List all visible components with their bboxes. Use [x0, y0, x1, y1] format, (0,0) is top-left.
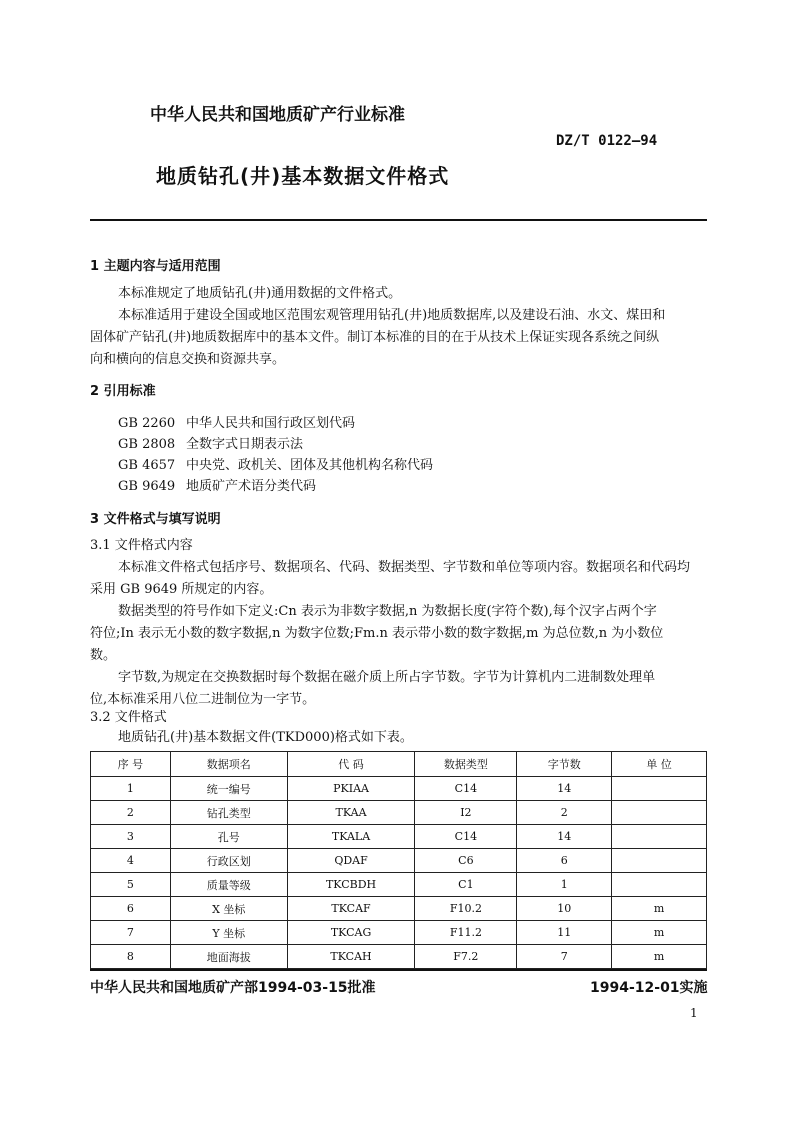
- cell-unit: [612, 801, 707, 825]
- table-header-row: [91, 752, 707, 777]
- cell-code: TKALA: [287, 825, 415, 849]
- cell-data-type: C1: [415, 873, 517, 897]
- reference-name: 全数字式日期表示法: [186, 437, 304, 452]
- cell-data-type: C6: [415, 849, 517, 873]
- cell-item-name: 地面海拔: [170, 945, 287, 969]
- s31-paragraph-3-line-1: 字节数,为规定在交换数据时每个数据在磁介质上所占字节数。字节为计算机内二进制数处理单: [118, 670, 656, 685]
- approval-line: 中华人民共和国地质矿产部1994-03-15批准: [90, 980, 376, 996]
- s31-paragraph-1-line-2: 采用 GB 9649 所规定的内容。: [90, 582, 273, 597]
- cell-sequence: 7: [91, 921, 171, 945]
- header-code: 代 码: [287, 752, 415, 777]
- page-number: 1: [690, 1006, 698, 1020]
- cell-unit: [612, 873, 707, 897]
- cell-data-type: I2: [415, 801, 517, 825]
- cell-item-name: 孔号: [170, 825, 287, 849]
- cell-item-name: 统一编号: [170, 777, 287, 801]
- cell-data-type: F11.2: [415, 921, 517, 945]
- reference-code: GB 2260: [118, 416, 176, 431]
- cell-sequence: 5: [91, 873, 171, 897]
- cell-bytes: 6: [517, 849, 612, 873]
- cell-bytes: 10: [517, 897, 612, 921]
- cell-unit: m: [612, 945, 707, 969]
- s31-paragraph-2-line-1: 数据类型的符号作如下定义:Cn 表示为非数字数据,n 为数据长度(字符个数),每个汉字占两个字: [118, 604, 657, 619]
- reference-code: GB 2808: [118, 437, 176, 452]
- cell-sequence: 1: [91, 777, 171, 801]
- header-sequence: 序 号: [91, 752, 171, 777]
- s1-paragraph-2-line-3: 向和横向的信息交换和资源共享。: [90, 352, 286, 367]
- reference-name: 中华人民共和国行政区划代码: [186, 416, 356, 431]
- table-row: [91, 777, 707, 801]
- cell-code: TKCAF: [287, 897, 415, 921]
- cell-sequence: 6: [91, 897, 171, 921]
- table-row: [91, 921, 707, 945]
- cell-unit: m: [612, 897, 707, 921]
- cell-sequence: 2: [91, 801, 171, 825]
- cell-data-type: C14: [415, 825, 517, 849]
- s31-paragraph-2-line-2: 符位;In 表示无小数的数字数据,n 为数字位数;Fm.n 表示带小数的数字数据,m 为总位数,n 为小数位: [90, 626, 664, 641]
- cell-code: TKCBDH: [287, 873, 415, 897]
- cell-unit: [612, 825, 707, 849]
- cell-bytes: 14: [517, 825, 612, 849]
- header-unit: 单 位: [612, 752, 707, 777]
- subsection-3-1-heading: 3.1 文件格式内容: [90, 538, 193, 553]
- reference-item: [118, 433, 303, 452]
- cell-data-type: F10.2: [415, 897, 517, 921]
- header-data-type: 数据类型: [415, 752, 517, 777]
- standard-code: DZ/T 0122—94: [556, 133, 658, 149]
- s1-paragraph-2-line-1: 本标准适用于建设全国或地区范围宏观管理用钻孔(井)地质数据库,以及建设石油、水文、煤田和: [118, 308, 666, 323]
- cell-code: QDAF: [287, 849, 415, 873]
- table-caption: 地质钻孔(井)基本数据文件(TKD000)格式如下表。: [118, 730, 413, 745]
- effective-date: 1994-12-01实施: [590, 980, 708, 996]
- cell-bytes: 11: [517, 921, 612, 945]
- cell-item-name: X 坐标: [170, 897, 287, 921]
- cell-bytes: 1: [517, 873, 612, 897]
- table-row: [91, 873, 707, 897]
- table-row: [91, 825, 707, 849]
- cell-code: TKAA: [287, 801, 415, 825]
- header-bytes: 字节数: [517, 752, 612, 777]
- table-row: [91, 849, 707, 873]
- cell-bytes: 7: [517, 945, 612, 969]
- cell-item-name: 钻孔类型: [170, 801, 287, 825]
- data-format-table: [90, 751, 707, 969]
- reference-item: [118, 475, 316, 494]
- title-divider: [90, 219, 707, 221]
- cell-sequence: 4: [91, 849, 171, 873]
- cell-unit: [612, 777, 707, 801]
- subsection-3-2-heading: 3.2 文件格式: [90, 710, 167, 725]
- s31-paragraph-2-line-3: 数。: [90, 648, 117, 663]
- reference-name: 中央党、政机关、团体及其他机构名称代码: [186, 458, 434, 473]
- cell-unit: m: [612, 921, 707, 945]
- s31-paragraph-1-line-1: 本标准文件格式包括序号、数据项名、代码、数据类型、字节数和单位等项内容。数据项名和代码均: [118, 560, 691, 575]
- s1-paragraph-2-line-2: 固体矿产钻孔(井)地质数据库中的基本文件。制订本标准的目的在于从技术上保证实现各系统之间纵: [90, 330, 660, 345]
- table-row: [91, 897, 707, 921]
- s31-paragraph-3-line-2: 位,本标准采用八位二进制位为一字节。: [90, 692, 316, 707]
- cell-item-name: 质量等级: [170, 873, 287, 897]
- table-row: [91, 801, 707, 825]
- reference-code: GB 4657: [118, 458, 176, 473]
- section-1-heading: 1 主题内容与适用范围: [90, 259, 221, 274]
- cell-bytes: 2: [517, 801, 612, 825]
- cell-code: TKCAG: [287, 921, 415, 945]
- cell-sequence: 3: [91, 825, 171, 849]
- reference-item: [118, 412, 355, 431]
- cell-bytes: 14: [517, 777, 612, 801]
- reference-name: 地质矿产术语分类代码: [186, 479, 317, 494]
- cell-item-name: Y 坐标: [170, 921, 287, 945]
- footer-divider: [90, 969, 707, 971]
- reference-item: [118, 454, 433, 473]
- cell-data-type: C14: [415, 777, 517, 801]
- document-title: 地质钻孔(井)基本数据文件格式: [156, 164, 450, 188]
- section-2-heading: 2 引用标准: [90, 384, 156, 399]
- issuing-body: 中华人民共和国地质矿产行业标准: [150, 105, 405, 125]
- cell-code: TKCAH: [287, 945, 415, 969]
- cell-code: PKIAA: [287, 777, 415, 801]
- cell-unit: [612, 849, 707, 873]
- header-item-name: 数据项名: [170, 752, 287, 777]
- reference-code: GB 9649: [118, 479, 176, 494]
- cell-item-name: 行政区划: [170, 849, 287, 873]
- cell-sequence: 8: [91, 945, 171, 969]
- table-row: [91, 945, 707, 969]
- section-3-heading: 3 文件格式与填写说明: [90, 512, 221, 527]
- s1-paragraph-1: 本标准规定了地质钻孔(井)通用数据的文件格式。: [118, 286, 402, 301]
- cell-data-type: F7.2: [415, 945, 517, 969]
